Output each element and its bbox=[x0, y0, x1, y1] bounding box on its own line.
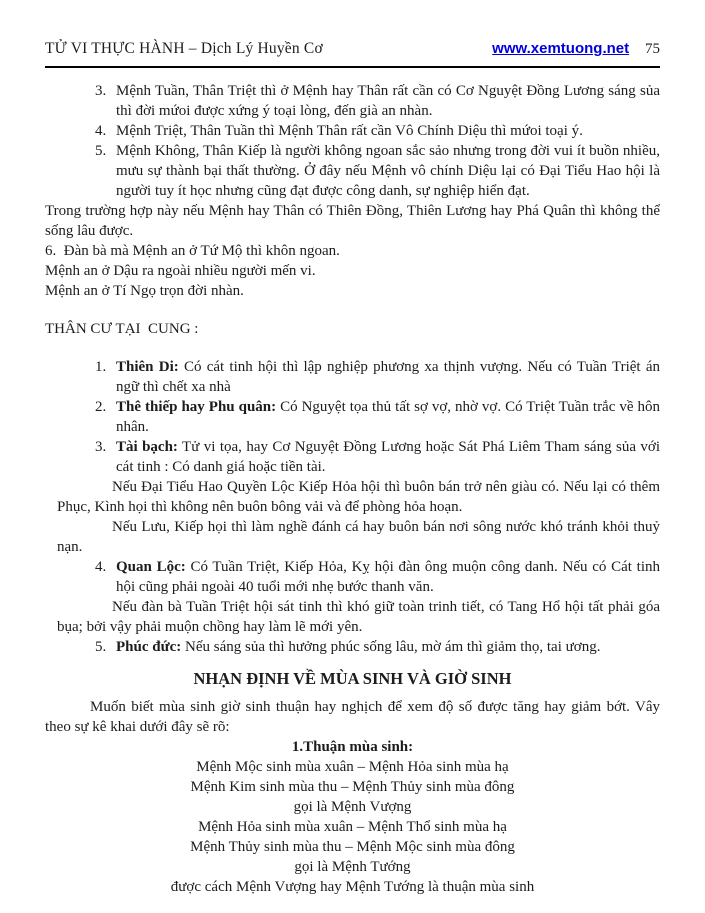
item-text: Có cát tinh hội thì lập nghiệp phương xa thịnh vượng. Nếu có Tuần Triệt án ngữ thì chết xa nhà bbox=[116, 359, 660, 395]
bold-label: Phúc đức: bbox=[116, 639, 182, 655]
list-item bbox=[45, 121, 660, 141]
sub-paragraph: Nếu Đại Tiểu Hao Quyền Lộc Kiếp Hỏa hội thì buôn bán trở nên giàu có. Nếu lại có thêm Phục, Kình họi thì không nên buôn bông vải và để phòng hỏa hoạn. bbox=[57, 479, 660, 515]
item-text: Nếu sáng sủa thì hưởng phúc sống lâu, mờ ám thì giảm thọ, tai ương. bbox=[181, 639, 601, 655]
bold-label: Quan Lộc: bbox=[116, 559, 186, 575]
item-text: Tử vi tọa, hay Cơ Nguyệt Đồng Lương hoặc Sát Phá Liêm Tham sáng sủa với cát tinh : Có danh giá hoặc tiền tài. bbox=[116, 439, 660, 475]
center-line: Mệnh Hỏa sinh mùa xuân – Mệnh Thổ sinh mùa hạ bbox=[198, 819, 507, 835]
center-line: Mệnh Kim sinh mùa thu – Mệnh Thủy sinh mùa đông bbox=[190, 779, 515, 795]
list-item bbox=[45, 81, 660, 121]
list-item bbox=[45, 637, 660, 657]
center-line: Mệnh Mộc sinh mùa xuân – Mệnh Hỏa sinh mùa hạ bbox=[196, 759, 509, 775]
bold-label: Thiên Di: bbox=[116, 359, 179, 375]
item-text: Mệnh Tuần, Thân Triệt thì ở Mệnh hay Thân rất cần có Cơ Nguyệt Đồng Lương sáng sủa thì đời mứoi được xứng ý toại lòng, đến già an nhàn. bbox=[116, 83, 660, 119]
center-block bbox=[45, 737, 660, 897]
center-line: gọi là Mệnh Vượng bbox=[293, 799, 412, 815]
center-line: Mệnh Thủy sinh mùa thu – Mệnh Mộc sinh mùa đông bbox=[190, 839, 515, 855]
center-line: gọi là Mệnh Tướng bbox=[294, 859, 411, 875]
item-text: Có Nguyệt tọa thủ tất sợ vợ, nhờ vợ. Có Triệt Tuần trắc về hôn nhân. bbox=[116, 399, 660, 435]
bold-label: Thê thiếp hay Phu quân: bbox=[116, 399, 277, 415]
list-item bbox=[45, 357, 660, 397]
list-item bbox=[45, 437, 660, 477]
item-number: 3. bbox=[95, 83, 107, 99]
sub-paragraph: Nếu đàn bà Tuần Triệt hội sát tinh thì khó giữ toàn trinh tiết, có Tang Hổ hội tất phải góa bụa; bởi vậy phải muộn chồng hay làm lẽ mới yên. bbox=[57, 599, 660, 635]
paragraph: Mệnh an ở Tí Ngọ trọn đời nhàn. bbox=[45, 283, 244, 299]
header-divider bbox=[45, 66, 660, 68]
book-title: TỬ VI THỰC HÀNH – Dịch Lý Huyền Cơ bbox=[45, 40, 323, 57]
section-title: THÂN CƯ TẠI CUNG : bbox=[45, 321, 199, 337]
website-link[interactable]: www.xemtuong.net bbox=[492, 40, 630, 57]
item-number: 1. bbox=[95, 359, 107, 375]
list-item bbox=[45, 557, 660, 597]
list-item bbox=[45, 141, 660, 201]
item-number: 5. bbox=[95, 639, 107, 655]
paragraph: 6. Đàn bà mà Mệnh an ở Tứ Mộ thì khôn ngoan. bbox=[45, 243, 340, 259]
item-number: 5. bbox=[95, 143, 107, 159]
list-item bbox=[45, 397, 660, 437]
item-text: Có Tuần Triệt, Kiếp Hỏa, Kỵ hội đàn ông muộn công danh. Nếu có Cát tinh hội cũng phải ngoài 40 tuổi mới nhẹ bước thanh văn. bbox=[116, 559, 660, 595]
item-number: 2. bbox=[95, 399, 107, 415]
item-number: 4. bbox=[95, 559, 107, 575]
paragraph: Mệnh an ở Dậu ra ngoài nhiều người mến vi. bbox=[45, 263, 316, 279]
subsection-heading: 1.Thuận mùa sinh: bbox=[291, 739, 414, 755]
sub-paragraph: Nếu Lưu, Kiếp họi thì làm nghề đánh cá hay buôn bán nơi sông nước khó tránh khỏi thuỷ nạn. bbox=[57, 519, 660, 555]
page-body bbox=[45, 81, 660, 897]
item-number: 3. bbox=[95, 439, 107, 455]
header-right bbox=[492, 40, 660, 58]
item-number: 4. bbox=[95, 123, 107, 139]
intro-paragraph: Muốn biết mùa sinh giờ sinh thuận hay nghịch để xem độ số được tăng hay giảm bớt. Vây theo sự kê khai dưới đây sẽ rõ: bbox=[45, 699, 660, 735]
bold-label: Tài bạch: bbox=[116, 439, 178, 455]
page-header bbox=[45, 40, 660, 58]
item-text: Mệnh Không, Thân Kiếp là người không ngoan sắc sảo nhưng trong đời vui ít buồn nhiều, mưu sự thành bại thất thường. Ở đây nếu Mệnh vô chính Diệu lại có Đại Tiểu Hao hội là người tuy ít học nhưng cũng đạt được công danh, sự nghiệp hiển đạt. bbox=[116, 143, 660, 199]
page-number: 75 bbox=[645, 41, 660, 57]
item-text: Mệnh Triệt, Thân Tuần thì Mệnh Thân rất cần Vô Chính Diệu thì mứoi toại ý. bbox=[116, 123, 583, 139]
paragraph: Trong trường hợp này nếu Mệnh hay Thân có Thiên Đồng, Thiên Lương hay Phá Quân thì không thể sống lâu được. bbox=[45, 203, 660, 239]
center-line: được cách Mệnh Vượng hay Mệnh Tướng là thuận mùa sinh bbox=[170, 879, 535, 895]
section-heading: NHẠN ĐỊNH VỀ MÙA SINH VÀ GIỜ SINH bbox=[193, 669, 512, 688]
